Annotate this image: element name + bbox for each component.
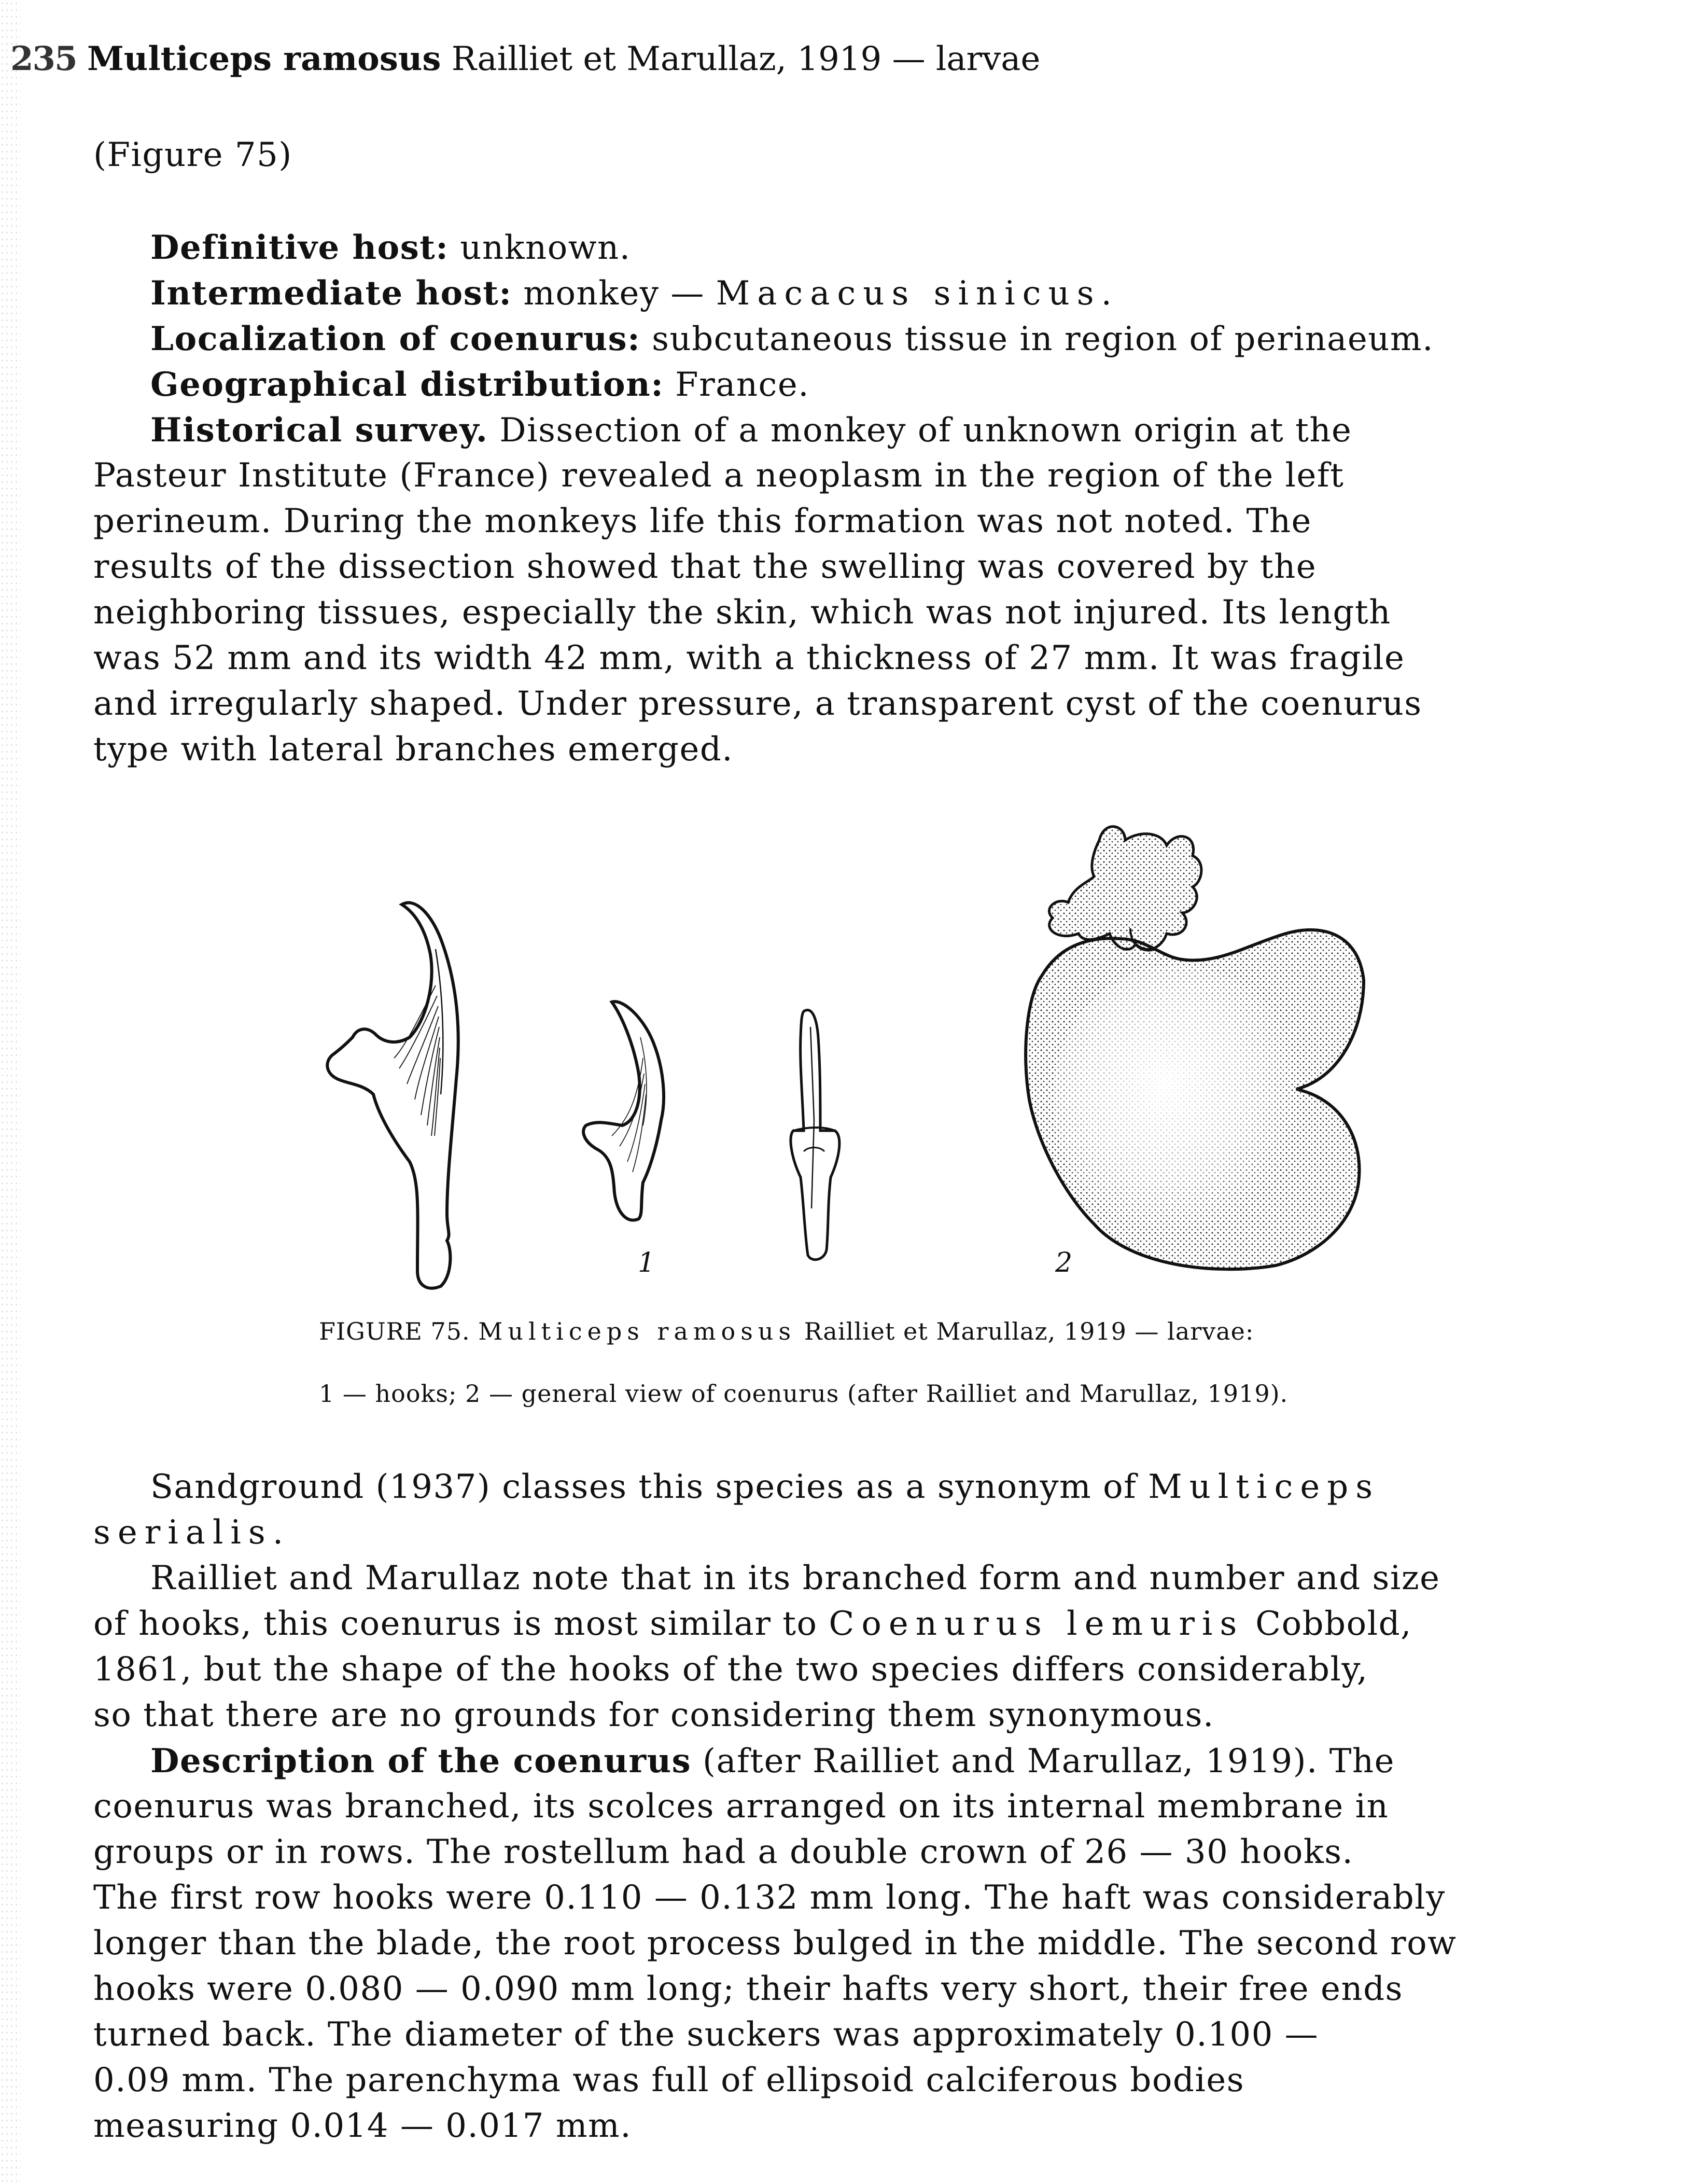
text-line: neighboring tissues, especially the skin, which was not injured. Its length bbox=[93, 593, 1391, 632]
entry-heading bbox=[10, 39, 1041, 78]
species-spaced: serialis. bbox=[93, 1513, 291, 1552]
figure-label-2: 2 bbox=[1055, 1247, 1073, 1278]
figure-caption-line-2: 1 — hooks; 2 — general view of coenurus (after Railliet and Marullaz, 1919). bbox=[319, 1380, 1289, 1408]
field-label: Definitive host: bbox=[150, 228, 449, 267]
species-authority: Railliet et Marullaz, 1919 bbox=[441, 40, 882, 78]
text-line: and irregularly shaped. Under pressure, a transparent cyst of the coenurus bbox=[93, 685, 1422, 723]
text-line: results of the dissection showed that the swelling was covered by the bbox=[93, 548, 1317, 586]
species-stage: — larvae bbox=[881, 40, 1041, 78]
field-intermediate-host bbox=[150, 274, 1119, 313]
coenurus-general-view-icon bbox=[1006, 809, 1390, 1291]
text-line: 0.09 mm. The parenchyma was full of ellipsoid calciferous bodies bbox=[93, 2061, 1245, 2099]
text-line: perineum. During the monkeys life this formation was not noted. The bbox=[93, 502, 1312, 540]
text-span: of hooks, this coenurus is most similar to bbox=[93, 1605, 829, 1643]
field-label: Localization of coenurus: bbox=[150, 319, 641, 358]
field-label: Intermediate host: bbox=[150, 274, 512, 313]
field-value: unknown. bbox=[449, 229, 631, 267]
caption-prefix: FIGURE 75. bbox=[319, 1317, 470, 1345]
text-line: The first row hooks were 0.110 — 0.132 mm long. The haft was considerably bbox=[93, 1879, 1446, 1917]
field-value: subcutaneous tissue in region of perinaeum. bbox=[640, 320, 1434, 358]
description-line-1 bbox=[150, 1742, 1395, 1780]
figure-reference: (Figure 75) bbox=[93, 136, 292, 174]
scan-edge-noise bbox=[0, 0, 21, 2184]
caption-rest: Railliet et Marullaz, 1919 — larvae: bbox=[796, 1317, 1254, 1345]
hook-large-icon bbox=[311, 892, 508, 1297]
species-spaced: Macacus sinicus. bbox=[716, 274, 1119, 313]
figure-caption-line-1 bbox=[319, 1317, 1254, 1345]
text-line: 1861, but the shape of the hooks of the two species differs considerably, bbox=[93, 1650, 1368, 1689]
field-definitive-host bbox=[150, 228, 631, 267]
text-span: (after Railliet and Marullaz, 1919). The bbox=[691, 1742, 1395, 1780]
text-line: so that there are no grounds for considering them synonymous. bbox=[93, 1696, 1214, 1734]
field-localization bbox=[150, 319, 1434, 358]
synonymy-line-2 bbox=[93, 1513, 290, 1552]
text-line: Pasteur Institute (France) revealed a neoplasm in the region of the left bbox=[93, 456, 1345, 495]
caption-species: Multiceps ramosus bbox=[478, 1317, 796, 1345]
section-label: Historical survey. bbox=[150, 411, 488, 450]
field-value: monkey — bbox=[512, 274, 716, 313]
synonymy-line-1 bbox=[150, 1468, 1380, 1506]
text-line: hooks were 0.080 — 0.090 mm long; their hafts very short, their free ends bbox=[93, 1970, 1403, 2008]
text-line: type with lateral branches emerged. bbox=[93, 730, 734, 769]
text-line: was 52 mm and its width 42 mm, with a thickness of 27 mm. It was fragile bbox=[93, 639, 1405, 677]
historical-survey-line bbox=[150, 411, 1352, 450]
field-value: France. bbox=[664, 366, 810, 404]
field-geographical-distribution bbox=[150, 365, 809, 404]
text-line: groups or in rows. The rostellum had a double crown of 26 — 30 hooks. bbox=[93, 1833, 1354, 1871]
text-line: turned back. The diameter of the suckers was approximately 0.100 — bbox=[93, 2015, 1319, 2054]
hook-small-icon bbox=[576, 996, 731, 1255]
text-span: Sandground (1937) classes this species as a synonym of bbox=[150, 1468, 1149, 1506]
text-line: measuring 0.014 — 0.017 mm. bbox=[93, 2107, 632, 2145]
comparison-line-2 bbox=[93, 1605, 1412, 1643]
section-label: Description of the coenurus bbox=[150, 1742, 692, 1780]
text-span: Cobbold, bbox=[1244, 1605, 1412, 1643]
figure-label-1: 1 bbox=[638, 1247, 655, 1278]
text-line: longer than the blade, the root process bulged in the middle. The second row bbox=[93, 1924, 1457, 1963]
hook-front-view-icon bbox=[762, 1006, 866, 1265]
text-line: Dissection of a monkey of unknown origin at the bbox=[488, 411, 1352, 450]
field-label: Geographical distribution: bbox=[150, 365, 664, 404]
species-spaced: Multiceps bbox=[1148, 1468, 1380, 1506]
text-line: Railliet and Marullaz note that in its branched form and number and size bbox=[150, 1559, 1440, 1597]
species-spaced: Coenurus lemuris bbox=[829, 1605, 1244, 1643]
text-line: coenurus was branched, its scolces arranged on its internal membrane in bbox=[93, 1787, 1389, 1826]
entry-number: 235 bbox=[10, 39, 77, 78]
species-name: Multiceps ramosus bbox=[87, 39, 441, 78]
